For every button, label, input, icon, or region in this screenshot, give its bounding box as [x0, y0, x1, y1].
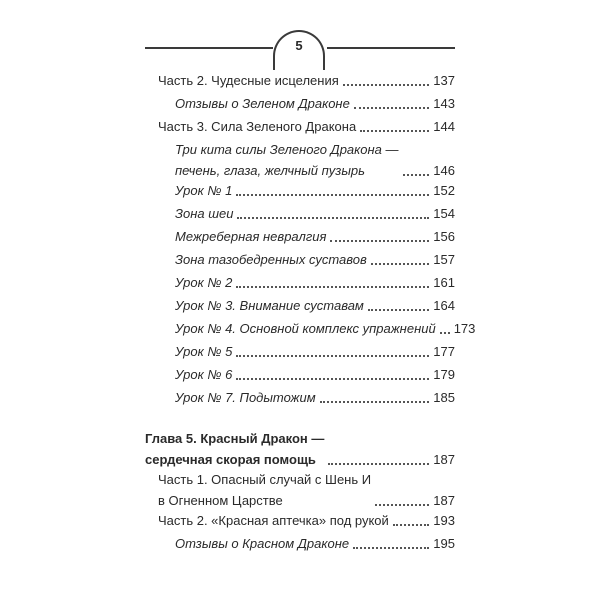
dot-leader [328, 462, 429, 465]
toc-entry-page: 185 [433, 390, 455, 405]
toc-entry-page: 143 [433, 96, 455, 111]
toc-entry-title: Отзывы о Красном Драконе [175, 536, 350, 551]
toc-entry[interactable] [175, 205, 455, 222]
toc-entry-title: Отзывы о Зеленом Драконе [175, 96, 350, 111]
toc-chapter-entry[interactable] [145, 430, 455, 468]
dot-leader [368, 308, 429, 311]
toc-entry-title: Часть 2. Чудесные исцеления [158, 73, 339, 88]
header-rule-left [145, 47, 273, 49]
toc-entry-page: 187 [433, 493, 455, 508]
dot-leader [440, 331, 450, 334]
toc-entry-page: 154 [433, 206, 455, 221]
toc-entry[interactable] [175, 535, 455, 552]
toc-entry[interactable] [158, 471, 455, 509]
toc-entry-title: Зона тазобедренных суставов [175, 252, 367, 267]
toc-entry-title: Урок № 2 [175, 275, 233, 290]
toc-entry-page: 137 [433, 73, 455, 88]
toc-entry-title: Часть 2. «Красная аптечка» под рукой [158, 513, 389, 528]
toc-entry-page: 173 [453, 321, 476, 336]
toc-entry-title-line1: Три кита силы Зеленого Дракона — [175, 142, 399, 157]
toc-entry[interactable] [175, 343, 455, 360]
toc-entry-page: 193 [433, 513, 455, 528]
dot-leader [343, 83, 430, 86]
toc-entry-title: Урок № 4. Основной комплекс упражнений [175, 321, 436, 336]
toc-entry-title-line2: в Огненном Царстве [158, 493, 283, 508]
toc-entry-title: Урок № 3. Внимание суставам [175, 298, 364, 313]
toc-entry-page: 152 [433, 183, 455, 198]
toc-entry[interactable] [158, 72, 455, 89]
toc-entry-page: 164 [433, 298, 455, 313]
toc-entry[interactable] [175, 141, 455, 179]
dot-leader [236, 285, 429, 288]
dot-leader [236, 377, 429, 380]
toc-entry-page: 177 [433, 344, 455, 359]
toc-entry-title: Урок № 6 [175, 367, 233, 382]
toc-entry[interactable] [158, 512, 455, 529]
toc-entry-title: Урок № 1 [175, 183, 233, 198]
dot-leader [403, 173, 430, 176]
toc-entry[interactable] [158, 118, 455, 135]
dot-leader [360, 129, 429, 132]
toc-entry-title: Часть 3. Сила Зеленого Дракона [158, 119, 357, 134]
toc-entry-page: 161 [433, 275, 455, 290]
toc-entry[interactable] [175, 366, 455, 383]
dot-leader [354, 106, 429, 109]
toc-entry-title-line1: Часть 1. Опасный случай с Шень И [158, 472, 372, 487]
toc-entry-page: 146 [433, 163, 455, 178]
dot-leader [236, 354, 429, 357]
toc-entry[interactable] [175, 95, 455, 112]
toc-entry-title [175, 141, 399, 179]
dot-leader [320, 400, 430, 403]
toc-entry-page: 187 [433, 452, 455, 467]
dot-leader [393, 523, 430, 526]
toc-entry-title: Зона шеи [175, 206, 234, 221]
toc-entry-title-line2: сердечная скорая помощь [145, 452, 316, 467]
header-rule-right [327, 47, 455, 49]
dot-leader [330, 239, 429, 242]
toc-entry-page: 195 [433, 536, 455, 551]
dot-leader [375, 503, 429, 506]
toc-entry-page: 157 [433, 252, 455, 267]
toc-entry-page: 179 [433, 367, 455, 382]
toc-entry-title-line1: Глава 5. Красный Дракон — [145, 431, 325, 446]
toc-entry-page: 144 [433, 119, 455, 134]
dot-leader [237, 216, 429, 219]
toc-entry[interactable] [175, 320, 476, 337]
toc-entry-title [158, 471, 371, 509]
toc-entry-title-line2: печень, глаза, желчный пузырь [175, 163, 365, 178]
dot-leader [353, 546, 429, 549]
toc-entry-title: Межреберная невралгия [175, 229, 327, 244]
toc-entry[interactable] [175, 297, 455, 314]
toc-entry[interactable] [175, 389, 455, 406]
toc-entry[interactable] [175, 274, 455, 291]
toc-entry[interactable] [175, 182, 455, 199]
toc-entry-title: Урок № 7. Подытожим [175, 390, 316, 405]
toc-entry-title: Урок № 5 [175, 344, 233, 359]
dot-leader [236, 193, 429, 196]
dot-leader [371, 262, 430, 265]
toc-entry[interactable] [175, 228, 455, 245]
toc-entry-title [145, 430, 324, 468]
toc-entry-page: 156 [433, 229, 455, 244]
page-number: 5 [295, 38, 303, 53]
toc-entry[interactable] [175, 251, 455, 268]
